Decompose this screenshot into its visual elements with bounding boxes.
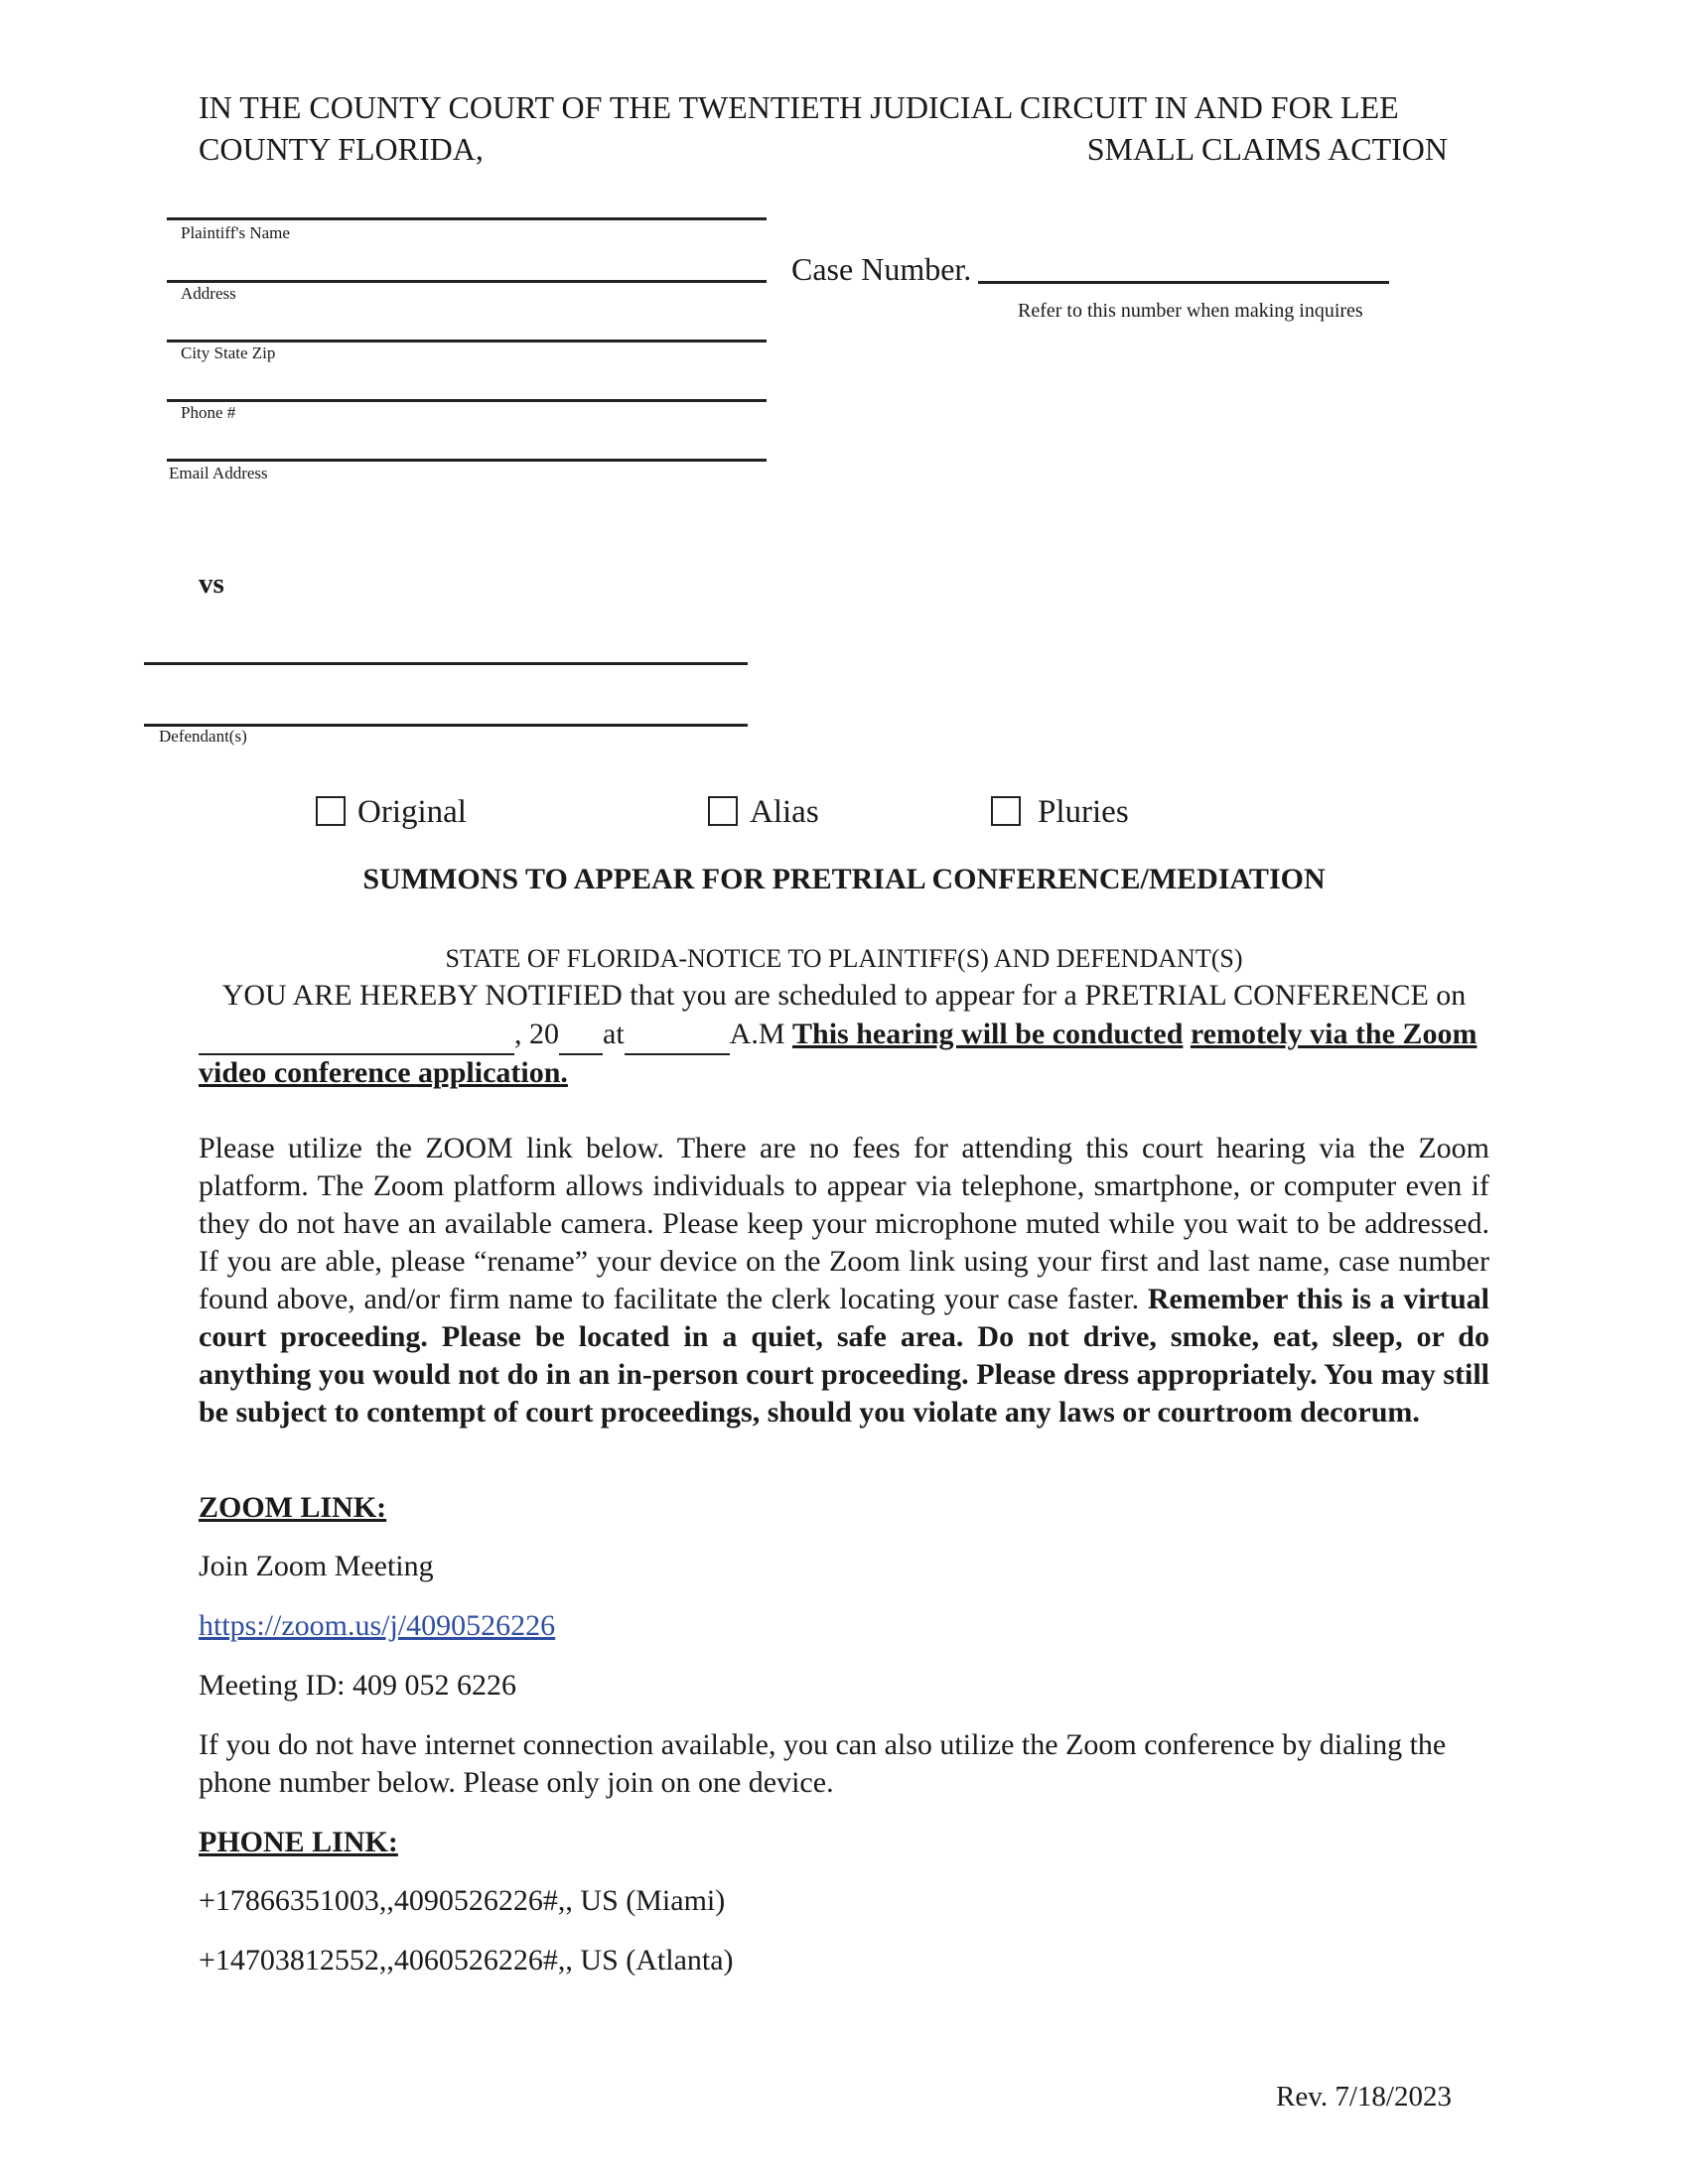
notice-bold-b: remotely via the Zoom xyxy=(1190,1018,1477,1050)
court-header-county: COUNTY FLORIDA, xyxy=(199,131,484,167)
notice-bold-a: This hearing will be conducted xyxy=(792,1018,1184,1050)
court-header-line1: IN THE COUNTY COURT OF THE TWENTIETH JUDICIAL CIRCUIT IN AND FOR LEE xyxy=(199,89,1399,125)
notice-am: A.M xyxy=(729,1018,785,1050)
alias-checkbox[interactable] xyxy=(708,796,738,826)
zoom-meeting-id: Meeting ID: 409 052 6226 xyxy=(199,1669,516,1702)
notice-heading: STATE OF FLORIDA-NOTICE TO PLAINTIFF(S) AND DEFENDANT(S) xyxy=(445,944,1243,973)
case-number-label: Case Number. xyxy=(791,251,972,287)
notice-year-prefix: , 20 xyxy=(514,1018,559,1050)
instruction-paragraph xyxy=(199,1130,1489,1432)
plaintiff-email-line[interactable] xyxy=(167,459,767,462)
zoom-link[interactable] xyxy=(199,1607,555,1645)
phone-atlanta: +14703812552,,4060526226#,, US (Atlanta) xyxy=(199,1944,734,1977)
instruction-normal: Please utilize the ZOOM link below. There are no fees for attending this court hearing via the Zoom platform. The Zoom platform allows individuals to appear via telephone, smartphone, or computer even if they do not have an available camera. Please keep your microphone muted while you wait to be addressed. If you are able, please “rename” your device on the Zoom link using your first and last name, case number found above, and/or firm name to facilitate the clerk locating your case faster. xyxy=(199,1132,1489,1315)
summons-title: SUMMONS TO APPEAR FOR PRETRIAL CONFERENCE/MEDIATION xyxy=(362,863,1326,895)
defendant-label: Defendant(s) xyxy=(159,727,247,746)
case-number-hint: Refer to this number when making inquires xyxy=(1018,300,1363,322)
phone-heading: PHONE LINK: xyxy=(199,1826,398,1858)
court-header-action: SMALL CLAIMS ACTION xyxy=(1086,131,1448,167)
zoom-link-anchor[interactable]: https://zoom.us/j/4090526226 xyxy=(199,1609,556,1642)
phone-miami: +17866351003,,4090526226#,, US (Miami) xyxy=(199,1884,726,1917)
hearing-year-field[interactable] xyxy=(559,1016,603,1055)
revision-date: Rev. 7/18/2023 xyxy=(1276,2081,1452,2113)
alias-label: Alias xyxy=(750,794,819,830)
plaintiff-phone-line[interactable] xyxy=(167,399,767,402)
plaintiff-address-line[interactable] xyxy=(167,280,767,283)
plaintiff-email-label: Email Address xyxy=(169,464,268,482)
hearing-date-field[interactable] xyxy=(199,1016,514,1055)
case-number-line[interactable] xyxy=(978,281,1389,284)
notice-date-line xyxy=(199,1016,1477,1055)
notice-bold-line3 xyxy=(199,1054,568,1092)
notice-line1: YOU ARE HEREBY NOTIFIED that you are scheduled to appear for a PRETRIAL CONFERENCE on xyxy=(221,979,1467,1012)
defendant-line-1[interactable] xyxy=(144,662,748,665)
notice-bold-c: video conference application. xyxy=(199,1056,568,1089)
plaintiff-phone-label: Phone # xyxy=(181,403,236,422)
original-checkbox[interactable] xyxy=(316,796,346,826)
hearing-time-field[interactable] xyxy=(625,1016,730,1055)
plaintiff-city-label: City State Zip xyxy=(181,343,276,362)
pluries-checkbox[interactable] xyxy=(991,796,1021,826)
instruction-bold: Remember this is a virtual court proceeding. Please be located in a quiet, safe area. Do not drive, smoke, eat, sleep, or do anything you would not do in an in-person court proceeding. Please dress appropriately. You may still be subject to contempt of court proceedings, should you violate any laws or courtroom decorum. xyxy=(199,1283,1489,1429)
zoom-heading: ZOOM LINK: xyxy=(199,1491,387,1524)
plaintiff-city-line[interactable] xyxy=(167,340,767,342)
zoom-join-text: Join Zoom Meeting xyxy=(199,1550,434,1582)
plaintiff-name-line[interactable] xyxy=(167,217,767,220)
original-label: Original xyxy=(357,794,467,830)
pluries-label: Pluries xyxy=(1038,794,1129,830)
notice-at: at xyxy=(603,1018,625,1050)
plaintiff-name-label: Plaintiff's Name xyxy=(181,223,290,242)
dial-note: If you do not have internet connection available, you can also utilize the Zoom conference by dialing the phone number below. Please only join on one device. xyxy=(199,1728,1447,1799)
plaintiff-address-label: Address xyxy=(181,284,236,303)
vs-label: vs xyxy=(199,568,224,600)
